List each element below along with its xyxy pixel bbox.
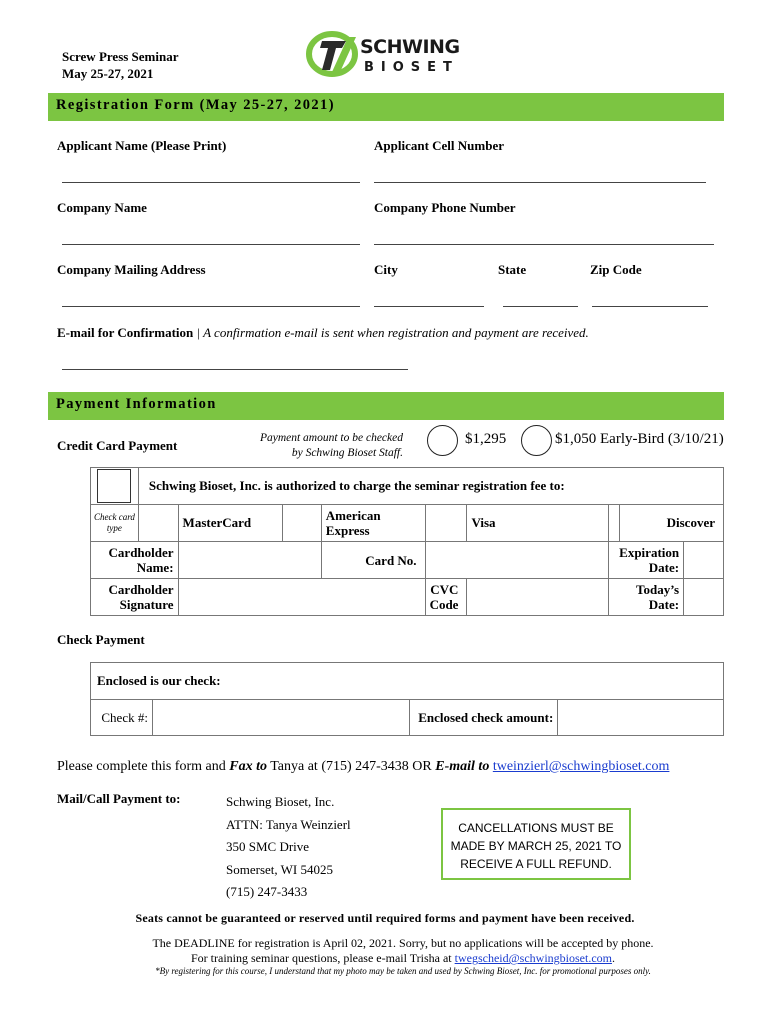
authorization-text: Schwing Bioset, Inc. is authorized to charge the seminar registration fee to: [138, 468, 723, 505]
enclosed-label: Enclosed is our check: [91, 663, 724, 700]
cardholder-name-label: Cardholder Name: [91, 542, 179, 579]
seminar-header [62, 48, 179, 82]
mail-line: Schwing Bioset, Inc. [226, 794, 335, 809]
amount-note-line1: Payment amount to be checked [259, 432, 403, 444]
mail-address [226, 791, 351, 904]
option-earlybird-label: $1,050 Early-Bird (3/10/21) [555, 431, 724, 447]
check-no-label: Check #: [91, 700, 153, 736]
seminar-title: Screw Press Seminar [62, 49, 179, 64]
check-no-field[interactable] [152, 700, 410, 736]
radio-regular-price[interactable] [427, 425, 458, 456]
email-field[interactable] [62, 369, 408, 370]
registration-section-header [48, 93, 724, 121]
deadline-note: The DEADLINE for registration is April 02, 2021. Sorry, but no applications will be accepted by phone. [152, 936, 654, 950]
email-note: | A confirmation e-mail is sent when registration and payment are received. [196, 325, 589, 340]
email-row [57, 325, 589, 341]
mail-line: (715) 247-3433 [226, 884, 308, 899]
training-prefix: For training seminar questions, please e-mail Trisha at [191, 951, 455, 965]
cancellation-line1: CANCELLATIONS MUST BE [458, 821, 614, 835]
check-amount-field[interactable] [558, 700, 724, 736]
fax-email-link[interactable]: tweinzierl@schwingbioset.com [492, 759, 670, 774]
payment-section-title: Payment Information [56, 396, 217, 412]
authorize-checkbox-cell [91, 468, 139, 505]
fax-to-label: Fax to [229, 759, 267, 774]
training-note [0, 951, 770, 966]
company-name-label: Company Name [57, 200, 147, 215]
logo-text-bottom: BIOSET [364, 60, 459, 75]
mail-label: Mail/Call Payment to: [57, 791, 181, 806]
todays-date-cell [609, 579, 724, 616]
company-address-field[interactable] [62, 306, 360, 307]
amex-label: American Express [321, 505, 425, 542]
expiration-cell [609, 542, 724, 579]
mail-line: 350 SMC Drive [226, 839, 310, 854]
state-field[interactable] [503, 306, 578, 307]
mastercard-checkbox[interactable] [138, 505, 178, 542]
company-phone-label: Company Phone Number [374, 200, 516, 215]
check-payment-title: Check Payment [57, 632, 145, 647]
cardholder-signature-field[interactable] [178, 579, 425, 616]
email-to-label: E-mail to [435, 759, 490, 774]
city-field[interactable] [374, 306, 484, 307]
cancellation-line2: MADE BY MARCH 25, 2021 TO [450, 839, 622, 853]
seminar-dates: May 25-27, 2021 [62, 66, 154, 81]
applicant-name-field[interactable] [62, 182, 360, 183]
state-label: State [498, 262, 527, 277]
authorize-checkbox[interactable] [97, 469, 131, 503]
card-no-field[interactable] [425, 542, 609, 579]
instructions-line [57, 759, 669, 775]
discover-cell [609, 505, 724, 542]
company-address-label: Company Mailing Address [57, 262, 206, 277]
visa-checkbox[interactable] [425, 505, 467, 542]
company-name-field[interactable] [62, 244, 360, 245]
instructions-prefix: Please complete this form and [57, 759, 230, 774]
cvc-label: CVC Code [425, 579, 467, 616]
check-amount-label: Enclosed check amount: [410, 700, 558, 736]
amex-checkbox[interactable] [282, 505, 321, 542]
cancellation-notice [441, 808, 631, 880]
card-no-label: Card No. [321, 542, 425, 579]
registration-section-title: Registration Form (May 25-27, 2021) [56, 97, 335, 113]
city-label: City [374, 262, 398, 277]
company-logo [306, 28, 472, 80]
mail-line: ATTN: Tanya Weinzierl [226, 816, 351, 832]
cardholder-name-field[interactable] [178, 542, 321, 579]
photo-note: *By registering for this course, I understand that my photo may be taken and used by Schwing Bioset, Inc. for promotional purposes only. [155, 966, 651, 976]
payment-section-header [48, 392, 724, 420]
applicant-cell-field[interactable] [374, 182, 706, 183]
todays-date-label: Today’s Date: [609, 579, 684, 615]
discover-checkbox[interactable] [609, 505, 620, 541]
discover-label: Discover [666, 515, 715, 530]
instructions-middle: Tanya at (715) 247-3438 OR [266, 759, 436, 774]
visa-label: Visa [467, 505, 609, 542]
amount-note-line2: by Schwing Bioset Staff. [291, 447, 403, 459]
expiration-label: Expiration Date: [609, 542, 684, 578]
zip-field[interactable] [592, 306, 708, 307]
mail-line: Somerset, WI 54025 [226, 861, 333, 877]
applicant-cell-label: Applicant Cell Number [374, 138, 504, 153]
company-phone-field[interactable] [374, 244, 714, 245]
cvc-field[interactable] [467, 579, 609, 616]
applicant-name-label: Applicant Name (Please Print) [57, 138, 227, 153]
mastercard-label: MasterCard [178, 505, 282, 542]
training-suffix: . [611, 951, 615, 965]
credit-card-label: Credit Card Payment [57, 438, 178, 453]
training-email-link[interactable]: twegscheid@schwingbioset.com [454, 951, 612, 965]
check-card-type-label: Check card type [91, 505, 139, 542]
check-table [90, 662, 724, 736]
seats-note: Seats cannot be guaranteed or reserved until required forms and payment have been received. [135, 911, 635, 925]
zip-label: Zip Code [590, 262, 642, 277]
option-regular-label: $1,295 [465, 431, 507, 447]
credit-card-table [90, 467, 724, 616]
cancellation-line3: RECEIVE A FULL REFUND. [460, 857, 612, 871]
amount-note [230, 431, 403, 461]
radio-earlybird-price[interactable] [521, 425, 552, 456]
cardholder-signature-label: Cardholder Signature [91, 579, 179, 616]
email-label: E-mail for Confirmation [57, 325, 194, 340]
logo-text-top: SCHWING [360, 36, 460, 58]
